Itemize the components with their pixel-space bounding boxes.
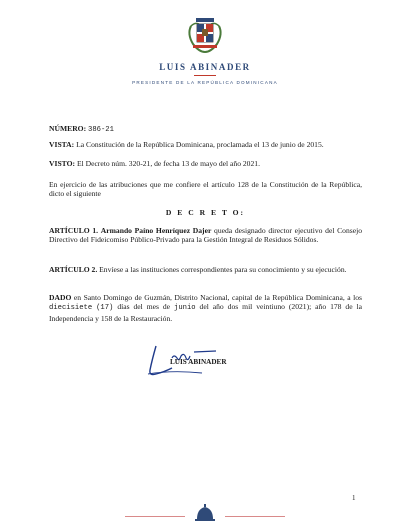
header-subtitle: PRESIDENTE DE LA REPÚBLICA DOMINICANA	[132, 80, 278, 85]
article-1-text: queda designado director ejecutivo del Consejo Directivo del Fideicomiso Público-Privado para la Gestión Integral de Residuos Sólidos.	[49, 226, 363, 245]
vista-text: La Constitución de la República Dominicana, proclamada el 13 de junio de 2015.	[76, 140, 324, 149]
decree-number	[49, 124, 362, 135]
article-2-label: ARTÍCULO 2.	[49, 265, 98, 274]
dado-month: junio	[174, 304, 196, 313]
dado-text-3: del año dos mil veintiuno (2021); año 178 de la Independencia y 158 de la Restauración.	[49, 302, 363, 323]
visto-paragraph	[49, 159, 362, 168]
signature-name: LUIS ABINADER	[170, 358, 227, 366]
article-2	[49, 265, 362, 274]
preamble-paragraph: En ejercicio de las atribuciones que me confiere el artículo 128 de la Constitución de la República, dicto el siguiente	[49, 180, 362, 199]
visto-text: El Decreto núm. 320-21, de fecha 13 de mayo del año 2021.	[76, 159, 260, 168]
dado-text-1: en Santo Domingo de Guzmán, Distrito Nacional, capital de la República Dominicana, a los	[73, 293, 362, 302]
numero-value: 386-21	[88, 126, 114, 134]
visto-label: VISTO:	[49, 159, 76, 168]
dado-label: DADO	[49, 293, 72, 302]
article-1-name: Armando Paíno Henríquez Dajer	[100, 226, 212, 235]
article-1	[49, 226, 362, 245]
vista-paragraph	[49, 140, 362, 149]
page-number: 1	[352, 494, 356, 502]
dado-paragraph	[49, 293, 362, 323]
numero-label: NÚMERO:	[49, 124, 87, 133]
dado-text-2: días del mes de	[117, 302, 171, 312]
article-2-text: Envíese a las instituciones correspondientes para su conocimiento y su ejecución.	[99, 265, 347, 274]
vista-label: VISTA:	[49, 140, 75, 149]
palace-dome-icon	[193, 503, 217, 521]
article-1-label: ARTÍCULO 1.	[49, 226, 99, 235]
header-name: LUIS ABINADER	[159, 62, 251, 72]
dado-day-words: diecisiete	[49, 304, 93, 313]
footer-line-right	[225, 516, 285, 517]
coat-of-arms-icon	[185, 12, 225, 54]
header-divider	[194, 75, 216, 76]
footer-line-left	[125, 516, 185, 517]
dado-day-num: (17)	[96, 304, 114, 313]
decreto-title: D E C R E T O:	[165, 208, 246, 217]
